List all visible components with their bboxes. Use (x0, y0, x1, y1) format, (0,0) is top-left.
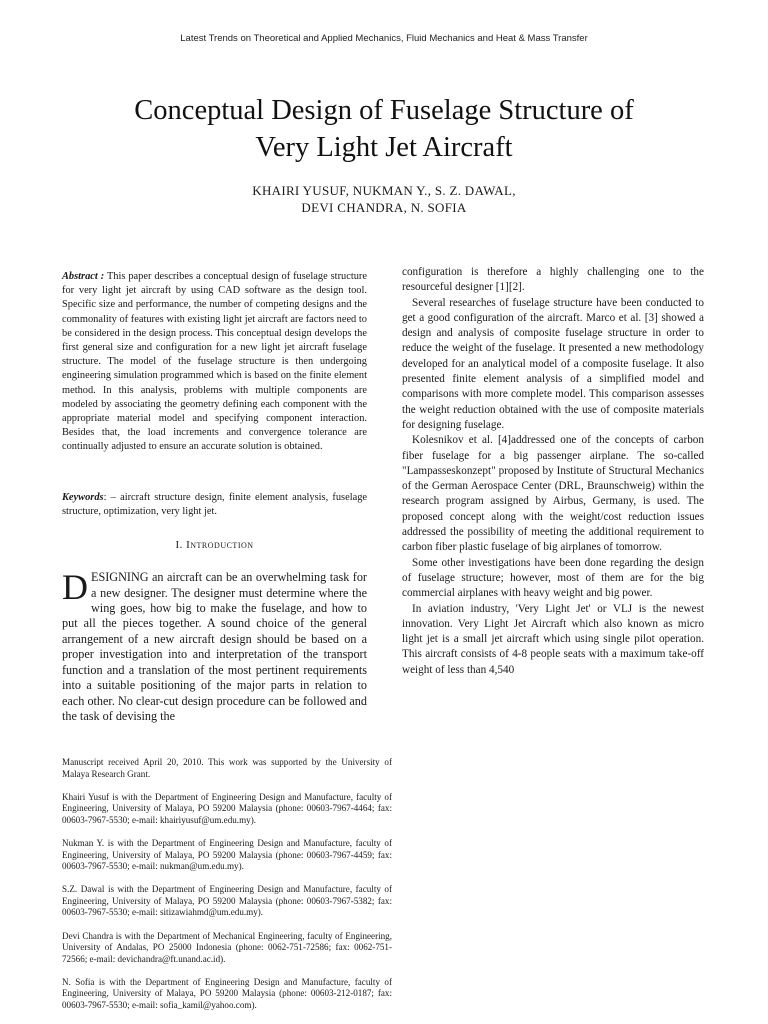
keywords (62, 491, 367, 519)
body-paragraph: configuration is therefore a highly challenging one to the resourceful designer [1][2]. (402, 266, 704, 294)
left-column (62, 270, 367, 724)
section-heading-introduction: I. Introduction (175, 539, 254, 552)
paper-title (60, 92, 708, 166)
title-line-1: Conceptual Design of Fuselage Structure of (134, 95, 634, 126)
keywords-label: Keywords (62, 491, 104, 503)
abstract-text: This paper describes a conceptual design of fuselage structure for very light jet aircraft by using CAD software as the design tool. Specific size and performance, the number of competing designs and the commonality of features with existing light jet aircraft are factors need to be considered in the design process. This conceptual design develops the first general size and configuration for a new light jet aircraft fuselage structure. The model of the fuselage structure is then undergoing engineering simulation programmed which is based on the finite element method. In this analysis, problems with multiple components are modeled by associating the geometry defining each component with the appropriate material model and specifying component interaction. Besides that, the load increments and convergence tolerance are continually adjusted to ensure an accurate solution is obtained. (62, 271, 367, 453)
body-paragraph: Several researches of fuselage structure have been conducted to get a good configuration of the aircraft. Marco et al. [3] showed a design and analysis of composite fuselage structure in order to reduce the weight of the fuselage. It presented a new methodology developed for an analytical model of a composite fuselage. It also presented finite element analysis of a simplified model and comparisons with more complete model. This comparison assesses the weight reduction obtained with the use of composite materials for designing fuselage. (402, 296, 704, 431)
body-paragraph: Kolesnikov et al. [4]addressed one of the concepts of carbon fiber fuselage for a big passenger airplane. The so-called "Lampasseskonzept" proposed by Institute of Structural Mechanics of the German Aerospace Center (DRL, Braunschweig) within the research program assigned by Airbus, Germany, is used. The proposed concept along with the weight/cost reduction issues addressed the possibility of meeting the additional requirement to carbon fiber plastic fuselage of big airplanes of tomorrow. (402, 434, 704, 554)
author-list (100, 182, 668, 216)
authors-line-2: DEVI CHANDRA, N. SOFIA (301, 200, 467, 215)
drop-cap: D (62, 567, 88, 608)
abstract-label: Abstract : (62, 271, 105, 282)
right-column (402, 265, 704, 678)
footnote-manuscript: Manuscript received April 20, 2010. This work was supported by the University of Malaya Research Grant. (62, 757, 392, 779)
keywords-text: : – aircraft structure design, finite element analysis, fuselage structure, optimization, very light jet. (62, 491, 367, 517)
introduction-text: ESIGNING an aircraft can be an overwhelming task for a new designer. The designer must determine where the wing goes, how big to make the fuselage, and how to put all the pieces together. A sound choice of the general arrangement of a new aircraft design should be based on a proper investigation into and interpretation of the transport function and a translation of the most pertinent requirements into a suitable positioning of the major parts in relation to each other. No clear-cut design procedure can be followed and the task of devising the (62, 570, 367, 723)
body-paragraph: In aviation industry, 'Very Light Jet' or VLJ is the newest innovation. Very Light Jet Aircraft which also known as micro light jet is a small jet aircraft which using single pilot operation. This aircraft consists of 4-8 people seats with a maximum take-off weight of less than 4,540 (402, 602, 704, 676)
footnote-author: N. Sofia is with the Department of Engineering Design and Manufacture, faculty of Engineering, University of Malaya, PO 59200 Malaysia (phone: 00603-212-0187; fax: 00603-7967-5530; e-mail: sofia_kamil@yahoo.com). (62, 976, 392, 1010)
footnote-author: Khairi Yusuf is with the Department of Engineering Design and Manufacture, faculty of Engineering, University of Malaya, PO 59200 Malaysia (phone: 00603-7967-4464; fax: 00603-7967-5530; e-mail: khairiyusuf@um.edu.my). (62, 791, 392, 825)
title-line-2: Very Light Jet Aircraft (255, 132, 513, 163)
running-header: Latest Trends on Theoretical and Applied Mechanics, Fluid Mechanics and Heat & Mass Transfer (180, 33, 588, 44)
authors-line-1: KHAIRI YUSUF, NUKMAN Y., S. Z. DAWAL, (252, 183, 516, 198)
footnotes (62, 757, 392, 1023)
introduction-paragraph (62, 567, 367, 724)
footnote-author: Nukman Y. is with the Department of Engineering Design and Manufacture, faculty of Engineering, University of Malaya, PO 59200 Malaysia (phone: 00603-7967-4459; fax: 00603-7967-5530; e-mail: nukman@um.edu.my). (62, 837, 392, 872)
footnote-author: Devi Chandra is with the Department of Mechanical Engineering, faculty of Engineering, University of Andalas, PO 25000 Indonesia (phone: 0062-751-72586; fax: 0062-751-72566; e-mail: devichandra@ft.unand.ac.id). (62, 930, 392, 964)
abstract (62, 270, 367, 455)
footnote-author: S.Z. Dawal is with the Department of Engineering Design and Manufacture, faculty of Engineering, University of Malaya, PO 59200 Malaysia (phone: 00603-7967-5382; fax: 00603-7967-5530; e-mail: sitizawiahmd@um.edu.my). (62, 884, 392, 918)
body-paragraph: Some other investigations have been done regarding the design of fuselage structure; however, most of them are for the big commercial airplanes with heavy weight and big power. (402, 556, 704, 600)
